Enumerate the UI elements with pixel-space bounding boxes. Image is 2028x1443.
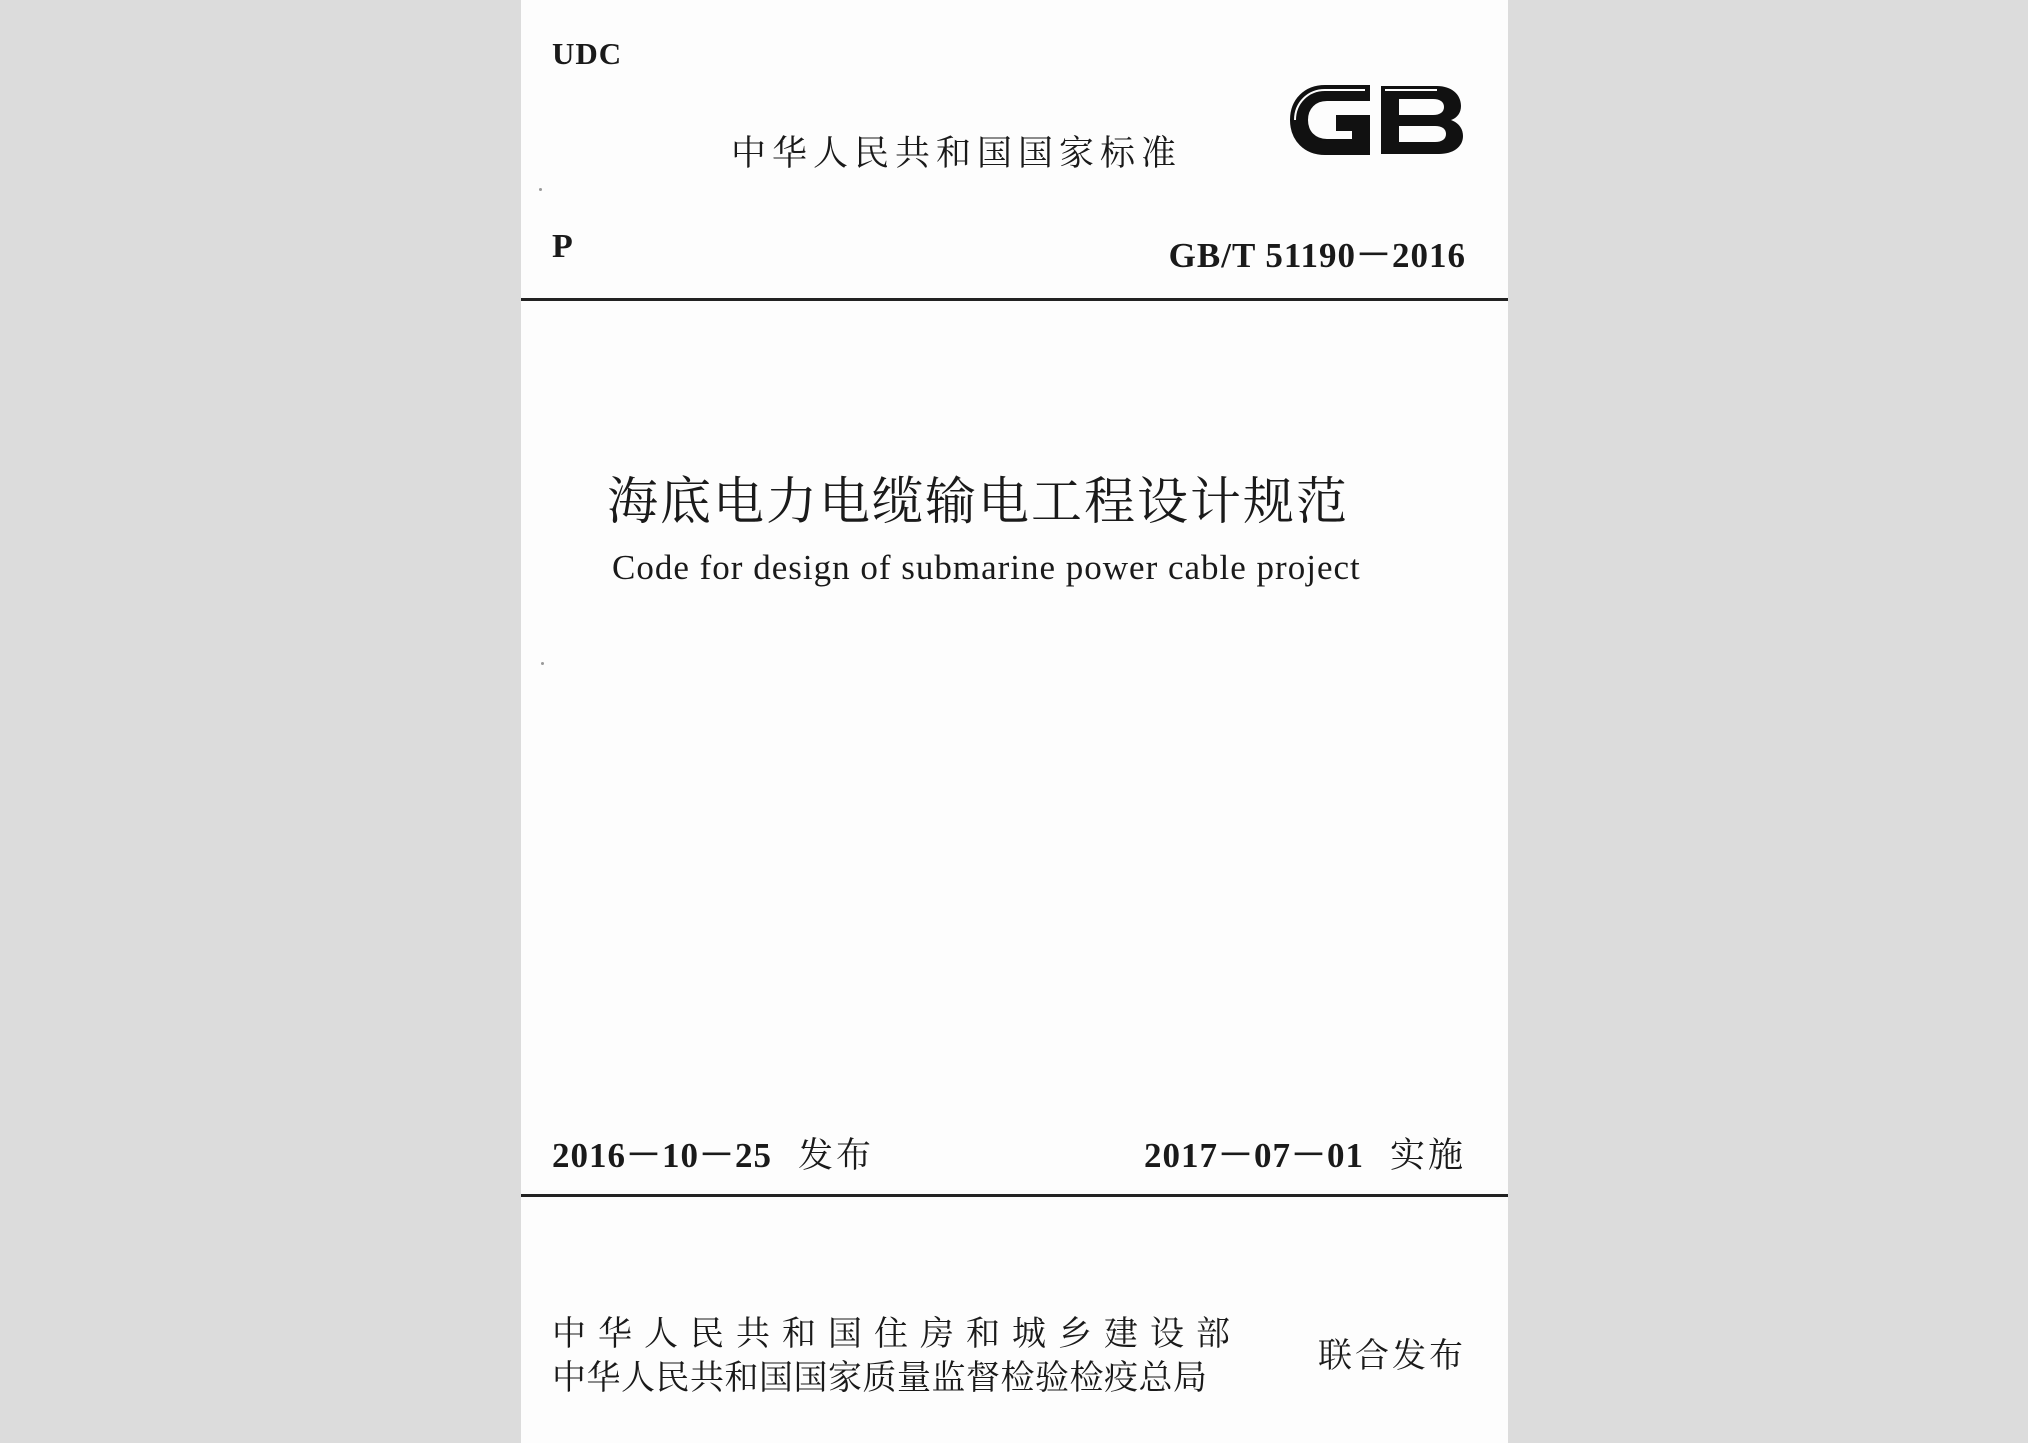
- standard-number: GB/T 51190－2016: [1168, 236, 1466, 275]
- scan-speck: [541, 662, 544, 665]
- implementation-date-line: [1144, 1128, 1466, 1178]
- gb-logo-icon: [1281, 72, 1469, 168]
- footer-divider: [521, 1194, 1508, 1197]
- joint-issue-label: 联合发布: [1318, 1336, 1466, 1376]
- udc-label: UDC: [552, 36, 623, 71]
- scan-speck: [539, 188, 542, 191]
- title-chinese: 海底电力电缆输电工程设计规范: [607, 473, 1350, 532]
- implementation-label: 实施: [1389, 1136, 1466, 1176]
- header-divider: [521, 298, 1508, 301]
- issue-label: 发布: [798, 1136, 875, 1176]
- issue-date: 2016－10－25: [552, 1136, 773, 1175]
- issue-date-line: [552, 1128, 874, 1178]
- implementation-date: 2017－07－01: [1143, 1136, 1364, 1175]
- standard-cover-page: [521, 0, 1508, 1443]
- issuer-aqsiq: 中华人民共和国国家质量监督检验检疫总局: [552, 1358, 1208, 1398]
- national-standard-heading: 中华人民共和国国家标准: [731, 134, 1183, 174]
- category-code: P: [552, 228, 573, 265]
- issuer-ministry-housing: 中华人民共和国住房和城乡建设部: [552, 1314, 1242, 1354]
- title-english: Code for design of submarine power cable project: [612, 548, 1361, 587]
